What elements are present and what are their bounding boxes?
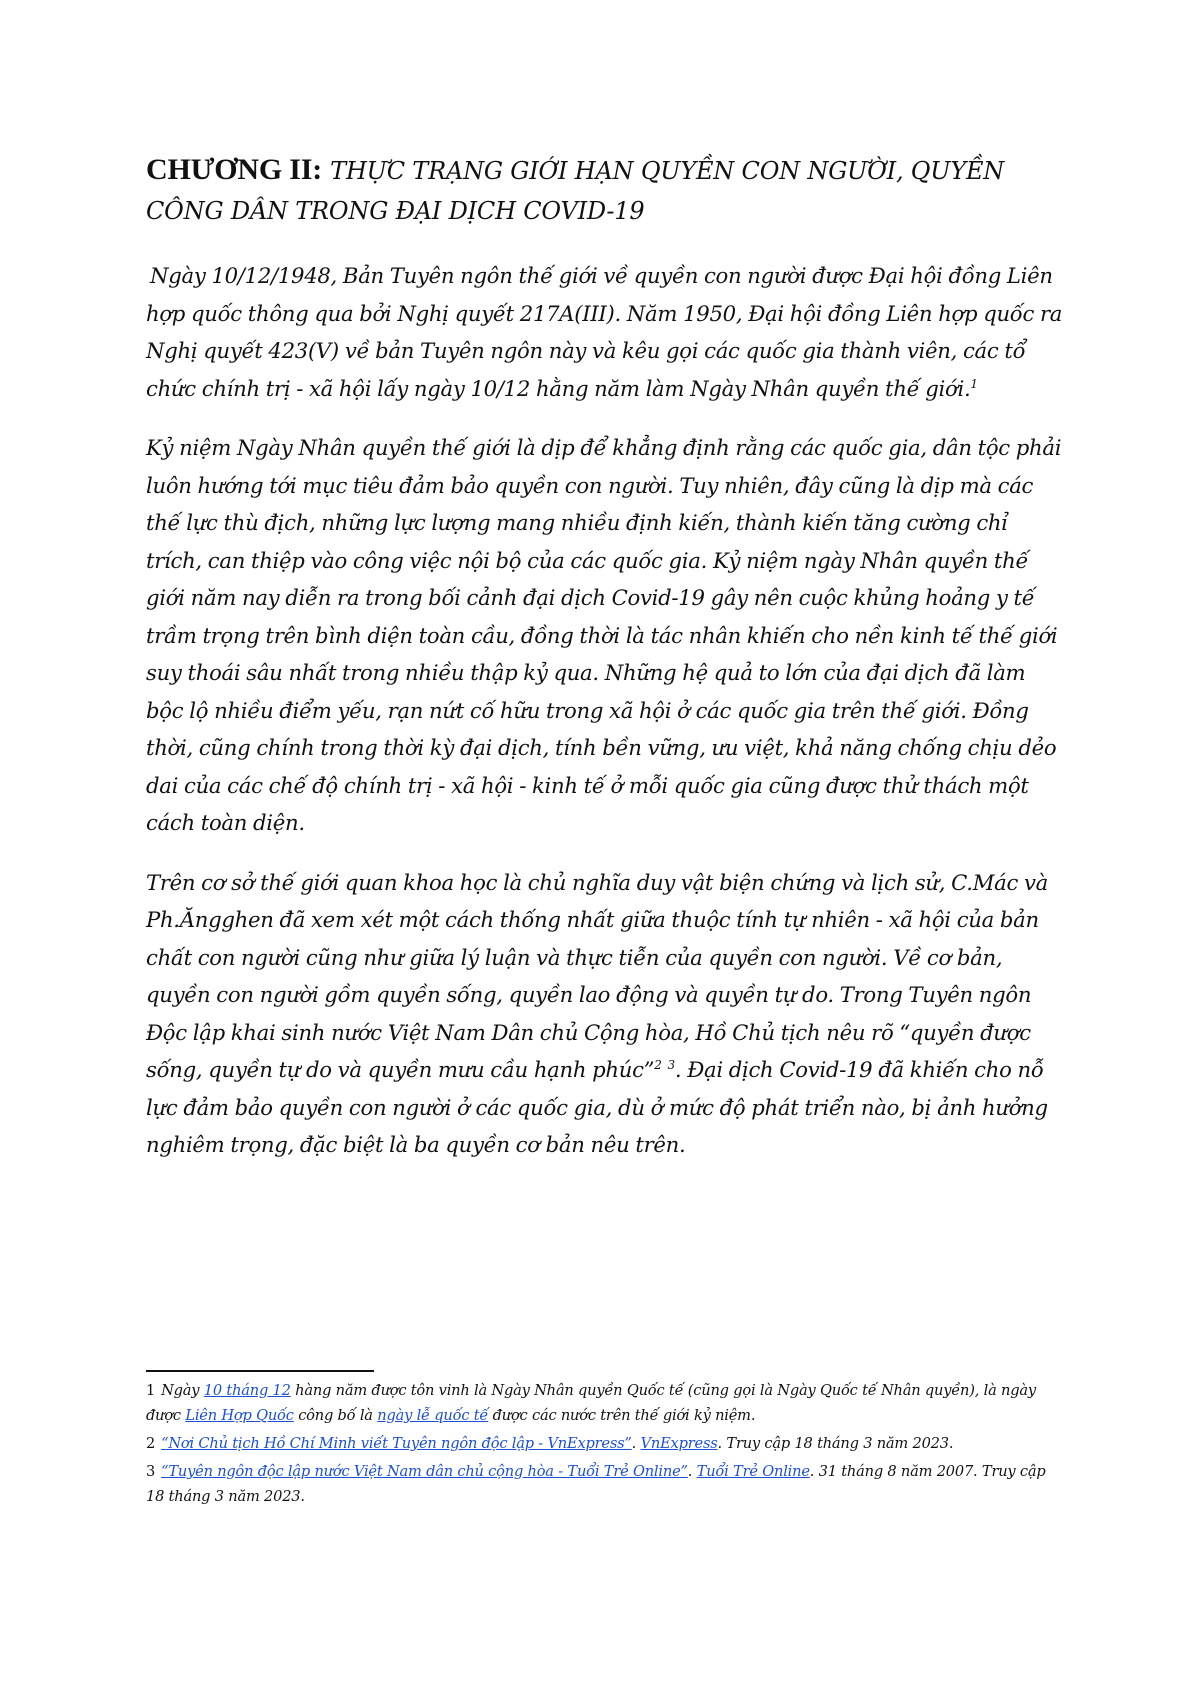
footnote-link-ngay-le-quoc-te[interactable]: ngày lễ quốc tế bbox=[377, 1407, 489, 1424]
footnote-link-10-thang-12[interactable]: 10 tháng 12 bbox=[203, 1382, 291, 1399]
footnote-separator bbox=[146, 1370, 374, 1372]
footnote-number: 1 bbox=[146, 1382, 156, 1399]
footnote-text: Ngày bbox=[161, 1382, 204, 1399]
footnote-link-vnexpress-article[interactable]: “Nơi Chủ tịch Hồ Chí Minh viết Tuyên ngôn độc lập - VnExpress” bbox=[161, 1435, 632, 1452]
footnote-text: . 31 tháng 8 năm 2007. Truy cập 18 tháng 3 năm 2023. bbox=[146, 1463, 1046, 1505]
paragraph-1 bbox=[146, 257, 1066, 407]
footnote-text: công bố là bbox=[293, 1407, 378, 1424]
footnote-link-tuoitre-article[interactable]: “Tuyên ngôn độc lập nước Việt Nam dân chủ cộng hòa - Tuổi Trẻ Online” bbox=[161, 1463, 688, 1480]
paragraph-3-text-b: . Đại dịch Covid-19 đã khiến cho nỗ lực đảm bảo quyền con người ở các quốc gia, dù ở mức độ phát triển nào, bị ảnh hưởng nghiêm trọng, đặc biệt là ba quyền cơ bản nêu trên. bbox=[146, 1057, 1048, 1157]
footnote-number: 2 bbox=[146, 1435, 156, 1452]
footnote-text: . bbox=[687, 1463, 697, 1480]
footnote-text: được các nước trên thế giới kỷ niệm. bbox=[488, 1407, 756, 1424]
footnote-ref-1[interactable]: 1 bbox=[970, 376, 978, 391]
paragraph-1-text: Ngày 10/12/1948, Bản Tuyên ngôn thế giới về quyền con người được Đại hội đồng Liên hợp quốc thông qua bởi Nghị quyết 217A(III). Năm 1950, Đại hội đồng Liên hợp quốc ra Nghị quyết 423(V) về bản Tuyên ngôn này và kêu gọi các quốc gia thành viên, các tổ chức chính trị - xã hội lấy ngày 10/12 hằng năm làm Ngày Nhân quyền thế giới. bbox=[146, 263, 1063, 401]
footnote-ref-2[interactable]: 2 bbox=[654, 1057, 662, 1072]
footnote-text: hàng năm được tôn vinh là Ngày Nhân quyền Quốc tế (cũng gọi là Ngày Quốc tế Nhân quyền), là ngày được bbox=[146, 1382, 1036, 1424]
paragraph-3 bbox=[146, 864, 1066, 1164]
footnote-1 bbox=[146, 1378, 1046, 1428]
footnote-2 bbox=[146, 1431, 1046, 1456]
footnote-link-lien-hop-quoc[interactable]: Liên Hợp Quốc bbox=[185, 1407, 294, 1424]
footnote-number: 3 bbox=[146, 1463, 156, 1480]
footnote-3 bbox=[146, 1459, 1046, 1509]
chapter-subtitle: THỰC TRẠNG GIỚI HẠN QUYỀN CON NGƯỜI, QUYỀN CÔNG DÂN TRONG ĐẠI DỊCH COVID-19 bbox=[146, 157, 1005, 225]
paragraph-2-text: Kỷ niệm Ngày Nhân quyền thế giới là dịp để khẳng định rằng các quốc gia, dân tộc phải luôn hướng tới mục tiêu đảm bảo quyền con người. Tuy nhiên, đây cũng là dịp mà các thế lực thù địch, những lực lượng mang nhiều định kiến, thành kiến tăng cường chỉ trích, can thiệp vào công việc nội bộ của các quốc gia. Kỷ niệm ngày Nhân quyền thế giới năm nay diễn ra trong bối cảnh đại dịch Covid-19 gây nên cuộc khủng hoảng y tế trầm trọng trên bình diện toàn cầu, đồng thời là tác nhân khiến cho nền kinh tế thế giới suy thoái sâu nhất trong nhiều thập kỷ qua. Những hệ quả to lớn của đại dịch đã làm bộc lộ nhiều điểm yếu, rạn nứt cố hữu trong xã hội ở các quốc gia trên thế giới. Đồng thời, cũng chính trong thời kỳ đại dịch, tính bền vững, ưu việt, khả năng chống chịu dẻo dai của các chế độ chính trị - xã hội - kinh tế ở mỗi quốc gia cũng được thử thách một cách toàn diện. bbox=[146, 435, 1062, 835]
footnote-link-tuoitre[interactable]: Tuổi Trẻ Online bbox=[696, 1463, 810, 1480]
document-page bbox=[146, 150, 1066, 1186]
footnote-ref-3[interactable]: 3 bbox=[667, 1057, 675, 1072]
chapter-label: CHƯƠNG II: bbox=[146, 153, 323, 186]
footnotes bbox=[146, 1378, 1046, 1512]
footnote-text: . Truy cập 18 tháng 3 năm 2023. bbox=[717, 1435, 954, 1452]
chapter-title bbox=[146, 150, 1066, 231]
paragraph-3-text-a: Trên cơ sở thế giới quan khoa học là chủ nghĩa duy vật biện chứng và lịch sử, C.Mác và Ph.Ăngghen đã xem xét một cách thống nhất giữa thuộc tính tự nhiên - xã hội của bản chất con người cũng như giữa lý luận và thực tiễn của quyền con người. Về cơ bản, quyền con người gồm quyền sống, quyền lao động và quyền tự do. Trong Tuyên ngôn Độc lập khai sinh nước Việt Nam Dân chủ Cộng hòa, Hồ Chủ tịch nêu rõ “quyền được sống, quyền tự do và quyền mưu cầu hạnh phúc” bbox=[146, 869, 1048, 1082]
footnote-link-vnexpress[interactable]: VnExpress bbox=[640, 1435, 718, 1452]
paragraph-2 bbox=[146, 429, 1066, 842]
footnote-text: . bbox=[631, 1435, 641, 1452]
